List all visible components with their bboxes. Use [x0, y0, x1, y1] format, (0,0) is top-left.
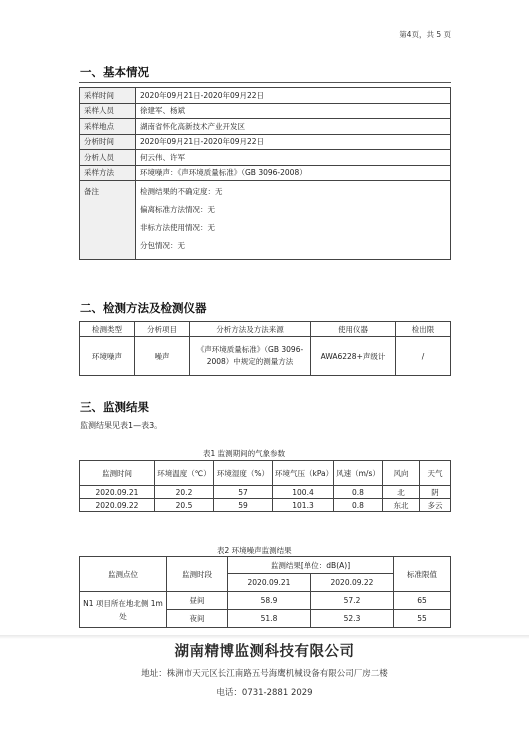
- table-cell: 20.5: [155, 499, 214, 512]
- column-header: 监测结果[单位：dB(A)]: [228, 557, 394, 574]
- column-header: 环境气压（kPa）: [273, 461, 334, 486]
- row-value: 环境噪声：《声环境质量标准》（GB 3096-2008）: [136, 165, 451, 181]
- table-cell: AWA6228+声级计: [311, 337, 396, 376]
- table-row: [80, 88, 451, 104]
- row-value: 2020年09月21日-2020年09月22日: [136, 134, 451, 150]
- table-row: [80, 134, 451, 150]
- column-header: 分析方法及方法来源: [190, 322, 311, 337]
- table-cell: 0.8: [334, 499, 383, 512]
- table-row: [80, 337, 451, 376]
- table-cell: 20.2: [155, 486, 214, 499]
- table-cell: 59: [214, 499, 273, 512]
- table-header-row: [80, 322, 451, 337]
- company-phone: 电话：0731-2881 2029: [216, 688, 313, 698]
- page-fold-shadow: [0, 635, 529, 639]
- row-value: 徐建军、杨斌: [136, 103, 451, 119]
- table-cell: /: [396, 337, 451, 376]
- table-row: [80, 486, 451, 499]
- table-cell: N1 项目所在地北侧 1m 处: [80, 592, 167, 628]
- section-results-title: 三、监测结果: [80, 400, 149, 414]
- table-cell: 57.2: [311, 592, 394, 610]
- row-value: 湖南省怀化高新技术产业开发区: [136, 119, 451, 135]
- column-header: 2020.09.21: [228, 574, 311, 592]
- row-value: 2020年09月21日-2020年09月22日: [136, 88, 451, 104]
- table-cell: 夜间: [167, 610, 228, 628]
- column-header: 监测点位: [80, 557, 167, 592]
- table-cell: 51.8: [228, 610, 311, 628]
- section-method-title: 二、检测方法及检测仪器: [80, 301, 207, 315]
- table-cell: 100.4: [273, 486, 334, 499]
- remark-line: 分包情况：无: [140, 241, 185, 250]
- row-label: 采样方法: [80, 165, 136, 181]
- table-header-row: [80, 461, 451, 486]
- table-cell: 52.3: [311, 610, 394, 628]
- column-header: 标准限值: [394, 557, 451, 592]
- table-header-row: [80, 557, 451, 574]
- table-row: [80, 103, 451, 119]
- column-header: 天气: [420, 461, 451, 486]
- table-row: [80, 181, 451, 260]
- row-label: 采样地点: [80, 119, 136, 135]
- table2-caption: 表2 环境噪声监测结果: [217, 546, 292, 555]
- column-header: 检出限: [396, 322, 451, 337]
- results-intro: 监测结果见表1—表3。: [80, 421, 163, 430]
- table-row: [80, 119, 451, 135]
- column-header: 环境温度（℃）: [155, 461, 214, 486]
- basic-info-table: [79, 87, 451, 260]
- table-row: [80, 150, 451, 166]
- table-cell: 57: [214, 486, 273, 499]
- table-row: [80, 165, 451, 181]
- section-basic-title: 一、基本情况: [80, 65, 149, 79]
- column-header: 检测类型: [80, 322, 135, 337]
- table-cell: 昼间: [167, 592, 228, 610]
- table-cell: 阴: [420, 486, 451, 499]
- table-cell: 北: [383, 486, 420, 499]
- row-label: 分析时间: [80, 134, 136, 150]
- page-number: 第4页，共 5 页: [399, 30, 451, 39]
- table-cell: 58.9: [228, 592, 311, 610]
- column-header: 分析项目: [135, 322, 190, 337]
- company-name: 湖南精博监测科技有限公司: [174, 644, 355, 660]
- row-label: 采样人员: [80, 103, 136, 119]
- table-cell: 东北: [383, 499, 420, 512]
- row-value: 何云伟、许军: [136, 150, 451, 166]
- table-cell: 65: [394, 592, 451, 610]
- company-address: 地址：株洲市天元区长江南路五号海鹰机械设备有限公司厂房二楼: [141, 669, 388, 679]
- column-header: 2020.09.22: [311, 574, 394, 592]
- table-cell: 多云: [420, 499, 451, 512]
- column-header: 环境湿度（%）: [214, 461, 273, 486]
- row-label: 分析人员: [80, 150, 136, 166]
- table-cell: 噪声: [135, 337, 190, 376]
- column-header: 监测时段: [167, 557, 228, 592]
- column-header: 风速（m/s）: [334, 461, 383, 486]
- table-cell: 环境噪声: [80, 337, 135, 376]
- remark-line: 检测结果的不确定度：无: [140, 187, 223, 196]
- row-label: 采样时间: [80, 88, 136, 104]
- table-cell: 《声环境质量标准》（GB 3096-2008）中规定的测量方法: [190, 337, 311, 376]
- method-table: [79, 321, 451, 376]
- table-cell: 101.3: [273, 499, 334, 512]
- table-row: [80, 499, 451, 512]
- remark-line: 偏离标准方法情况：无: [140, 205, 215, 214]
- remark-cell: [136, 181, 451, 260]
- table1-caption: 表1 监测期间的气象参数: [203, 449, 286, 458]
- noise-results-table: [79, 556, 451, 628]
- remark-line: 非标方法使用情况：无: [140, 223, 215, 232]
- column-header: 监测时间: [80, 461, 155, 486]
- table-cell: 2020.09.21: [80, 486, 155, 499]
- column-header: 风向: [383, 461, 420, 486]
- table-cell: 55: [394, 610, 451, 628]
- remark-label: 备注: [80, 181, 136, 260]
- section-divider: [79, 82, 451, 83]
- table-cell: 2020.09.22: [80, 499, 155, 512]
- table-row: [80, 592, 451, 610]
- weather-table: [79, 460, 451, 512]
- table-cell: 0.8: [334, 486, 383, 499]
- column-header: 使用仪器: [311, 322, 396, 337]
